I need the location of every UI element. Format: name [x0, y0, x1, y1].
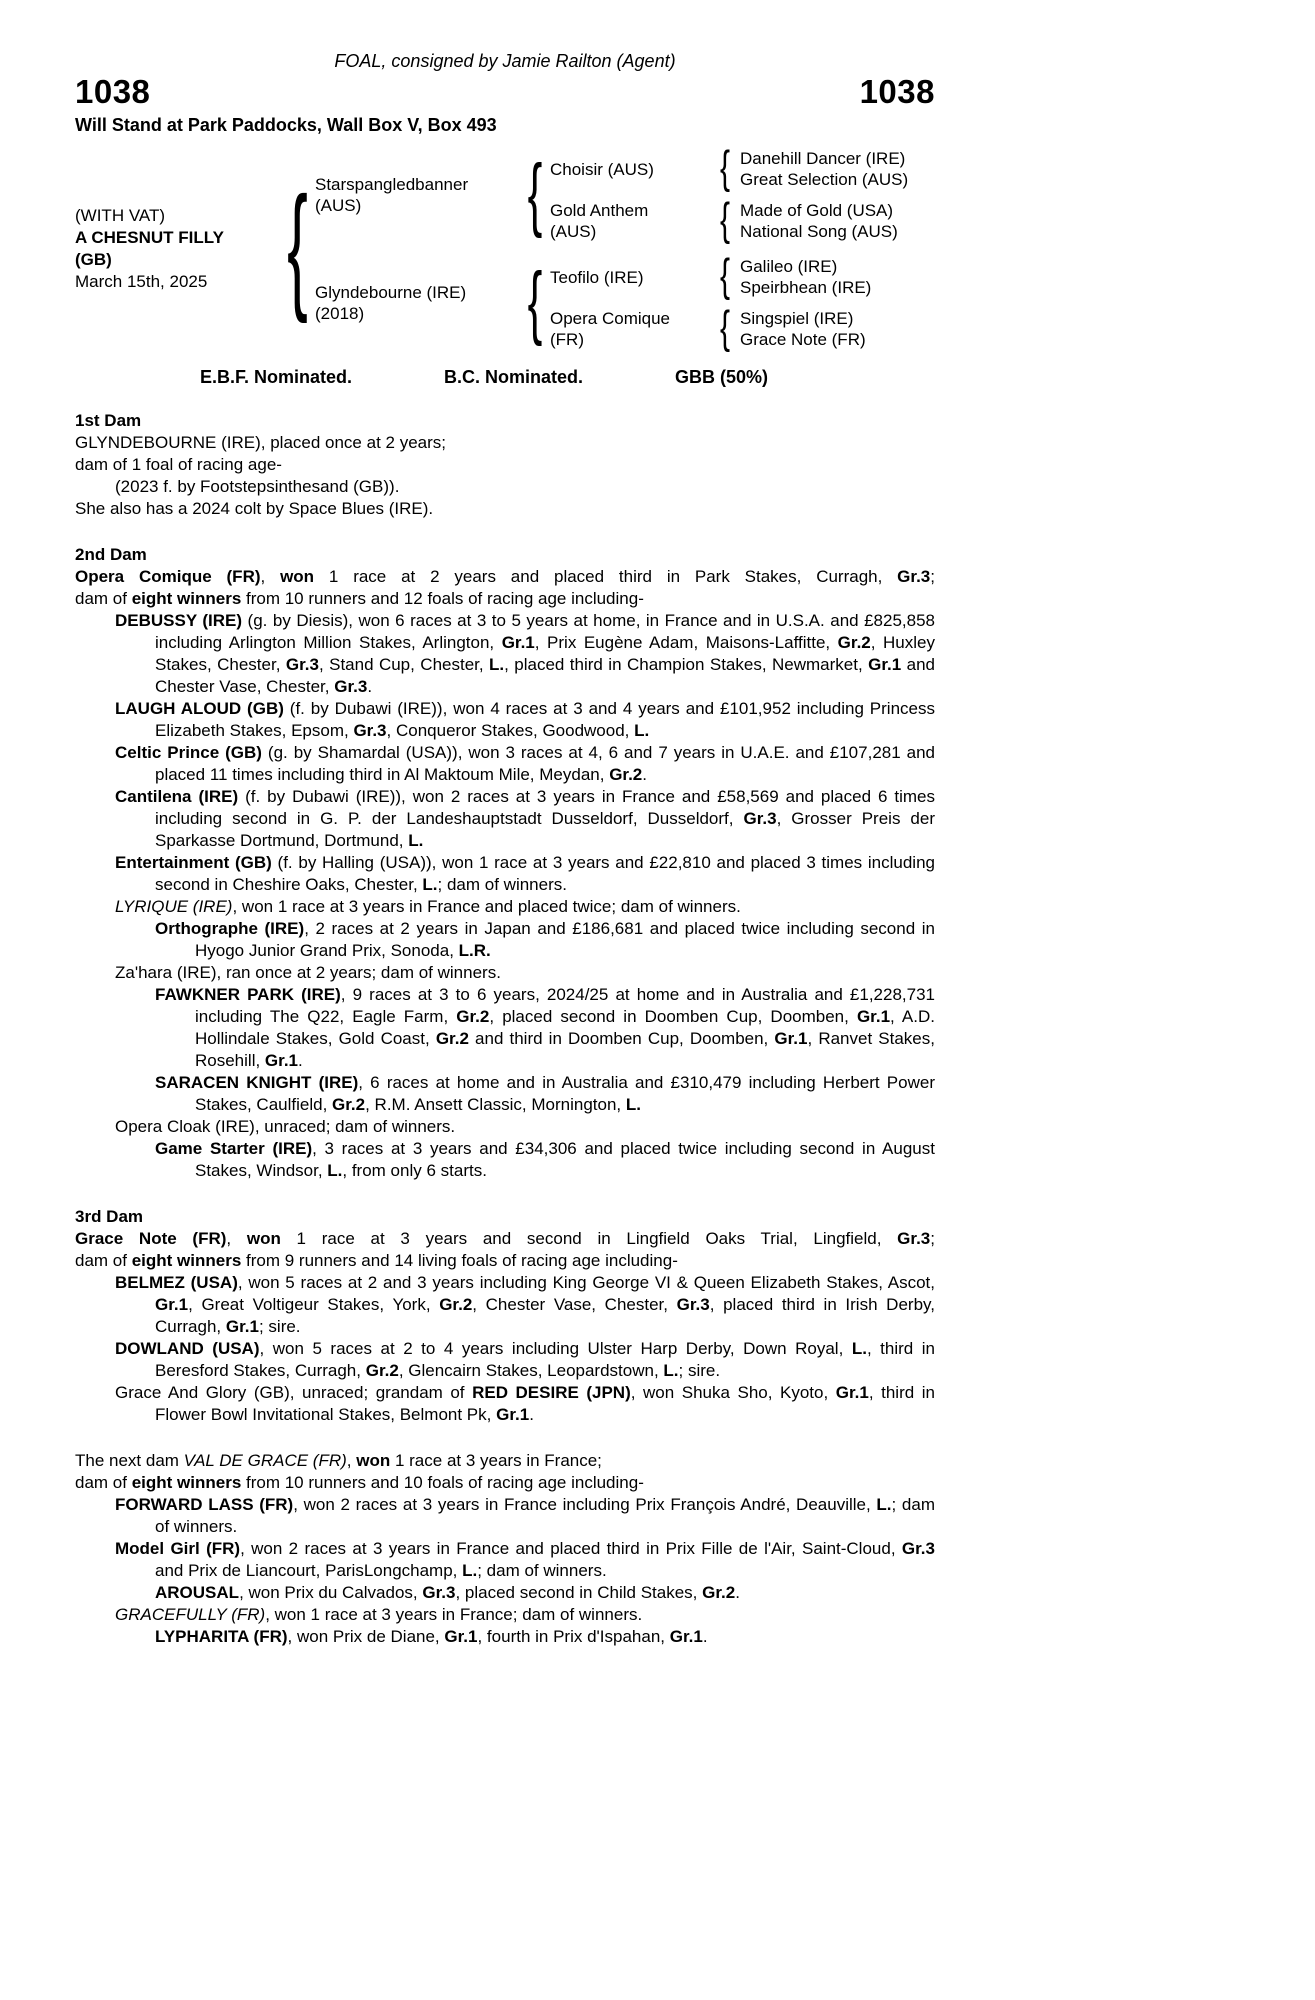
text-run: Gr.2	[365, 1361, 399, 1380]
text-run: Model Girl (FR)	[115, 1539, 241, 1558]
ebf-nomination: E.B.F. Nominated.	[200, 367, 353, 387]
text-run: , Conqueror Stakes, Goodwood,	[386, 721, 635, 740]
text-run: , 2 races at 2 years in Japan and £186,681 and placed twice including second in Hyogo Junior Grand Prix, Sonoda,	[195, 919, 935, 960]
pedigree-paragraph	[75, 1538, 935, 1582]
text-run: Gr.3	[897, 567, 931, 586]
text-run: , Stand Cup, Chester,	[318, 655, 490, 674]
brace-icon: {	[527, 256, 543, 348]
pedigree-paragraph	[75, 588, 935, 610]
pedigree-paragraph	[75, 698, 935, 742]
text-run: , third in Beresford Stakes, Curragh,	[155, 1339, 935, 1380]
text-run: Game Starter (IRE)	[155, 1139, 313, 1158]
subject-description: A CHESNUT FILLY	[75, 228, 224, 247]
pedigree-paragraph	[75, 918, 935, 962]
text-run: Gr.3	[334, 677, 368, 696]
text-run: , won Shuka Sho, Kyoto,	[630, 1383, 836, 1402]
text-run: Entertainment (GB)	[115, 853, 272, 872]
text-run: from 9 runners and 14 living foals of racing age including-	[241, 1251, 678, 1270]
text-run: dam of	[75, 1251, 132, 1270]
pedigree-paragraph	[75, 1116, 935, 1138]
text-run: , 3 races at 3 years and £34,306 and placed twice including second in August Stakes, Windsor,	[195, 1139, 935, 1180]
text-run: 1 race at 3 years and second in Lingfield Oaks Trial, Lingfield,	[280, 1229, 898, 1248]
great-grandsire-name: Galileo (IRE)	[740, 257, 838, 276]
text-run: ,	[260, 567, 281, 586]
text-run: Cantilena (IRE)	[115, 787, 239, 806]
brace-icon: {	[287, 170, 308, 326]
text-run: , won Prix de Diane,	[287, 1627, 445, 1646]
text-run: and Chester Vase, Chester,	[155, 655, 935, 696]
pedigree-paragraph	[75, 1450, 935, 1472]
great-grandsire-name: Singspiel (IRE)	[740, 309, 854, 328]
text-run: dam of	[75, 1473, 132, 1492]
text-run: , fourth in Prix d'Ispahan,	[477, 1627, 670, 1646]
dam-dam-group	[550, 303, 935, 353]
text-run: Gr.2	[609, 765, 643, 784]
brace-icon: {	[719, 143, 731, 193]
text-run: Gr.2	[435, 1029, 469, 1048]
text-run: LYRIQUE (IRE)	[115, 897, 233, 916]
lot-number-left: 1038	[75, 73, 151, 110]
text-run: Orthographe (IRE)	[155, 919, 305, 938]
text-run: .	[642, 765, 648, 784]
text-run: L.	[625, 1095, 641, 1114]
sire-dam-name: Gold Anthem (AUS)	[550, 201, 649, 241]
subject-country-suffix: (GB)	[75, 250, 112, 269]
text-run: from 10 runners and 12 foals of racing age including-	[241, 589, 644, 608]
text-run: She also has a 2024 colt by Space Blues (IRE).	[75, 499, 434, 518]
text-run: VAL DE GRACE (FR)	[183, 1451, 347, 1470]
text-run: RED DESIRE (JPN)	[472, 1383, 631, 1402]
dam-name: Glyndebourne (IRE) (2018)	[315, 283, 467, 323]
pedigree-paragraph	[75, 742, 935, 786]
text-run: Opera Comique (FR)	[75, 567, 261, 586]
text-run: L.	[634, 721, 650, 740]
dam-branch	[315, 251, 935, 353]
text-run: ; dam of winners.	[155, 1495, 935, 1536]
pedigree-paragraph	[75, 1494, 935, 1538]
pedigree-paragraph	[75, 1626, 935, 1648]
pedigree-paragraph	[75, 1582, 935, 1604]
text-run: (f. by Dubawi (IRE)), won 2 races at 3 years in France and £58,569 and placed 6 times including second in G. P. der Landeshauptstadt Dusseldorf, Dusseldorf,	[155, 787, 936, 828]
text-run: 1 race at 2 years and placed third in Park Stakes, Curragh,	[314, 567, 898, 586]
text-run: GLYNDEBOURNE (IRE), placed once at 2 years;	[75, 433, 446, 452]
pedigree-tree	[315, 143, 935, 353]
text-run: Za'hara (IRE), ran once at 2 years; dam of winners.	[115, 963, 501, 982]
text-run: Gr.1	[444, 1627, 478, 1646]
great-granddam-name: Speirbhean (IRE)	[740, 278, 872, 297]
text-run: , A.D. Hollindale Stakes, Gold Coast,	[195, 1007, 935, 1048]
subject-foaling-date: March 15th, 2025	[75, 272, 208, 291]
text-run: , Prix Eugène Adam, Maisons-Laffitte,	[534, 633, 838, 652]
text-run: LAUGH ALOUD (GB)	[115, 699, 284, 718]
text-run: 1 race at 3 years in France;	[390, 1451, 602, 1470]
great-grandsire-name: Made of Gold (USA)	[740, 201, 894, 220]
text-run: Gr.3	[422, 1583, 456, 1602]
sire-dam-group	[550, 195, 935, 245]
bc-nomination: B.C. Nominated.	[444, 367, 584, 387]
dam-section	[75, 1206, 935, 1426]
text-run: Grace Note (FR)	[75, 1229, 227, 1248]
text-run: L.R.	[458, 941, 491, 960]
great-granddam-name: National Song (AUS)	[740, 222, 898, 241]
pedigree-paragraph	[75, 852, 935, 896]
text-run: , won 1 race at 3 years in France and placed twice; dam of winners.	[232, 897, 741, 916]
lot-number-row	[75, 74, 935, 110]
dam-section-heading: 2nd Dam	[75, 545, 147, 564]
text-run: , placed third in Champion Stakes, Newmarket,	[504, 655, 869, 674]
text-run: , Grosser Preis der Sparkasse Dortmund, Dortmund,	[155, 809, 935, 850]
pedigree-brace-medium	[520, 256, 550, 348]
text-run: LYPHARITA (FR)	[155, 1627, 288, 1646]
text-run: ; sire.	[678, 1361, 721, 1380]
text-run: (f. by Halling (USA)), won 1 race at 3 years and £22,810 and placed 3 times including second in Cheshire Oaks, Chester,	[155, 853, 935, 894]
great-granddam-name: Great Selection (AUS)	[740, 170, 909, 189]
pedigree-paragraph	[75, 1138, 935, 1182]
lot-number-right: 1038	[859, 73, 935, 110]
text-run: ,	[226, 1229, 247, 1248]
pedigree-subject	[75, 205, 280, 293]
text-run: Gr.2	[456, 1007, 490, 1026]
sire-sire-name: Choisir (AUS)	[550, 159, 654, 179]
text-run: Gr.1	[835, 1383, 869, 1402]
text-run: won	[246, 1229, 281, 1248]
pedigree-paragraph	[75, 896, 935, 918]
text-run: (g. by Shamardal (USA)), won 3 races at 4, 6 and 7 years in U.A.E. and £107,281 and placed 11 times including third in Al Maktoum Mile, Meydan,	[155, 743, 935, 784]
dam-sire-group	[550, 251, 935, 301]
pedigree-paragraph	[75, 432, 935, 454]
text-run: AROUSAL	[155, 1583, 240, 1602]
text-run: eight winners	[131, 1251, 242, 1270]
text-run: Celtic Prince (GB)	[115, 743, 262, 762]
stand-location-line: Will Stand at Park Paddocks, Wall Box V, Box 493	[75, 115, 497, 135]
catalogue-page	[75, 0, 935, 1648]
pedigree-paragraph	[75, 1072, 935, 1116]
text-run: , won 2 races at 3 years in France and placed third in Prix Fille de l'Air, Saint-Cloud,	[240, 1539, 902, 1558]
pedigree-brace-large	[280, 170, 315, 326]
pedigree-paragraph	[75, 1382, 935, 1426]
text-run: FAWKNER PARK (IRE)	[155, 985, 341, 1004]
text-run: , won 2 races at 3 years in France including Prix François André, Deauville,	[293, 1495, 877, 1514]
text-run: Gr.1	[856, 1007, 891, 1026]
text-run: Gr.1	[868, 655, 902, 674]
text-run: L.	[327, 1161, 343, 1180]
nominations-row	[75, 366, 935, 388]
brace-icon: {	[527, 148, 543, 240]
text-run: Gr.3	[743, 809, 777, 828]
text-run: Grace And Glory (GB), unraced; grandam of	[115, 1383, 473, 1402]
dam-section	[75, 544, 935, 1182]
text-run: , won Prix du Calvados,	[239, 1583, 423, 1602]
text-run: (f. by Dubawi (IRE)), won 4 races at 3 and 4 years and £101,952 including Princess Elizabeth Stakes, Epsom,	[155, 699, 935, 740]
text-run: won	[356, 1451, 391, 1470]
text-run: , placed second in Doomben Cup, Doomben,	[489, 1007, 857, 1026]
text-run: Gr.1	[774, 1029, 808, 1048]
text-run: Gr.1	[155, 1295, 189, 1314]
text-run: DEBUSSY (IRE)	[115, 611, 243, 630]
dam-section-heading: 3rd Dam	[75, 1207, 144, 1226]
text-run: won	[280, 567, 315, 586]
text-run: , from only 6 starts.	[342, 1161, 487, 1180]
pedigree-paragraph	[75, 1472, 935, 1494]
text-run: , 6 races at home and in Australia and £310,479 including Herbert Power Stakes, Caulfield,	[195, 1073, 935, 1114]
pedigree-paragraph	[75, 786, 935, 852]
text-run: .	[298, 1051, 303, 1070]
text-run: .	[702, 1627, 708, 1646]
text-run: , Huxley Stakes, Chester,	[155, 633, 935, 674]
pedigree-brace-small	[710, 195, 740, 245]
text-run: ;	[930, 1229, 935, 1248]
brace-icon: {	[719, 195, 731, 245]
text-run: Gr.3	[901, 1539, 935, 1558]
text-run: L.	[663, 1361, 679, 1380]
great-grandsire-name: Danehill Dancer (IRE)	[740, 149, 906, 168]
pedigree-paragraph	[75, 566, 935, 588]
text-run: L.	[489, 655, 505, 674]
text-run: GRACEFULLY (FR)	[115, 1605, 266, 1624]
pedigree-paragraph	[75, 1604, 935, 1626]
dam-section	[75, 1450, 935, 1648]
text-run: L.	[408, 831, 424, 850]
text-run: Gr.1	[496, 1405, 530, 1424]
pedigree-paragraph	[75, 1250, 935, 1272]
pedigree-brace-medium	[520, 148, 550, 240]
text-run: , third in Flower Bowl Invitational Stakes, Belmont Pk,	[155, 1383, 935, 1424]
consignor-line: FOAL, consigned by Jamie Railton (Agent)	[334, 51, 676, 71]
text-run: Gr.2	[439, 1295, 473, 1314]
sire-branch	[315, 143, 935, 245]
dam-dam-name: Opera Comique (FR)	[550, 309, 671, 349]
pedigree-paragraph	[75, 984, 935, 1072]
text-run: , won 5 races at 2 to 4 years including Ulster Harp Derby, Down Royal,	[259, 1339, 852, 1358]
pedigree-paragraph	[75, 1338, 935, 1382]
text-run: Gr.2	[332, 1095, 366, 1114]
text-run: ;	[930, 567, 935, 586]
catalogue-text	[75, 410, 935, 1648]
text-run: Opera Cloak (IRE), unraced; dam of winners.	[115, 1117, 456, 1136]
text-run: eight winners	[131, 589, 242, 608]
text-run: Gr.3	[353, 721, 387, 740]
text-run: (g. by Diesis), won 6 races at 3 to 5 years at home, in France and in U.S.A. and £825,858 including Arlington Million Stakes, Arlington,	[155, 611, 936, 652]
text-run: ; dam of winners.	[437, 875, 567, 894]
sire-sire-group	[550, 143, 935, 193]
text-run: L.	[462, 1561, 478, 1580]
dam-section	[75, 410, 935, 520]
text-run: , Chester Vase, Chester,	[472, 1295, 677, 1314]
text-run: Gr.3	[897, 1229, 931, 1248]
pedigree-paragraph	[75, 610, 935, 698]
text-run: .	[367, 677, 373, 696]
text-run: .	[529, 1405, 534, 1424]
pedigree-paragraph	[75, 1228, 935, 1250]
pedigree-paragraph	[75, 498, 935, 520]
sire-name: Starspangledbanner (AUS)	[315, 175, 469, 215]
text-run: Gr.3	[285, 655, 319, 674]
brace-icon: {	[719, 303, 731, 353]
dam-section-heading: 1st Dam	[75, 411, 142, 430]
text-run: , R.M. Ansett Classic, Mornington,	[365, 1095, 626, 1114]
gbb-nomination: GBB (50%)	[675, 367, 769, 387]
text-run: SARACEN KNIGHT (IRE)	[155, 1073, 359, 1092]
text-run: BELMEZ (USA)	[115, 1273, 238, 1292]
text-run: dam of	[75, 589, 132, 608]
pedigree-paragraph	[75, 476, 935, 498]
pedigree-paragraph	[75, 454, 935, 476]
text-run: , Ranvet Stakes, Rosehill,	[195, 1029, 935, 1070]
text-run: Gr.1	[264, 1051, 299, 1070]
text-run: ,	[346, 1451, 357, 1470]
text-run: .	[735, 1583, 740, 1602]
vat-note: (WITH VAT)	[75, 206, 166, 225]
text-run: FORWARD LASS (FR)	[115, 1495, 294, 1514]
text-run: Gr.2	[837, 633, 871, 652]
great-granddam-name: Grace Note (FR)	[740, 330, 866, 349]
pedigree-brace-small	[710, 251, 740, 301]
text-run: , Great Voltigeur Stakes, York,	[188, 1295, 440, 1314]
text-run: from 10 runners and 10 foals of racing age including-	[241, 1473, 644, 1492]
text-run: Gr.1	[501, 633, 535, 652]
text-run: L.	[851, 1339, 867, 1358]
pedigree-paragraph	[75, 1272, 935, 1338]
text-run: and third in Doomben Cup, Doomben,	[468, 1029, 775, 1048]
text-run: L.	[876, 1495, 892, 1514]
text-run: dam of 1 foal of racing age-	[75, 455, 282, 474]
text-run: Gr.1	[225, 1317, 259, 1336]
text-run: eight winners	[131, 1473, 242, 1492]
text-run: , 9 races at 3 to 6 years, 2024/25 at home and in Australia and £1,228,731 including The Q22, Eagle Farm,	[195, 985, 935, 1026]
text-run: DOWLAND (USA)	[115, 1339, 260, 1358]
pedigree-table	[75, 143, 935, 353]
text-run: L.	[422, 875, 438, 894]
pedigree-paragraph	[75, 962, 935, 984]
text-run: , won 1 race at 3 years in France; dam of winners.	[265, 1605, 643, 1624]
text-run: , Glencairn Stakes, Leopardstown,	[398, 1361, 664, 1380]
text-run: , won 5 races at 2 and 3 years including King George VI & Queen Elizabeth Stakes, Ascot,	[237, 1273, 936, 1292]
pedigree-brace-small	[710, 143, 740, 193]
text-run: , placed third in Irish Derby, Curragh,	[155, 1295, 935, 1336]
text-run: , placed second in Child Stakes,	[455, 1583, 703, 1602]
text-run: The next dam	[75, 1451, 184, 1470]
text-run: ; sire.	[258, 1317, 301, 1336]
text-run: Gr.3	[676, 1295, 710, 1314]
text-run: and Prix de Liancourt, ParisLongchamp,	[155, 1561, 463, 1580]
brace-icon: {	[719, 251, 731, 301]
text-run: Gr.2	[702, 1583, 736, 1602]
pedigree-brace-small	[710, 303, 740, 353]
text-run: (2023 f. by Footstepsinthesand (GB)).	[115, 477, 400, 496]
dam-sire-name: Teofilo (IRE)	[550, 267, 644, 287]
text-run: ; dam of winners.	[477, 1561, 607, 1580]
text-run: Gr.1	[669, 1627, 703, 1646]
